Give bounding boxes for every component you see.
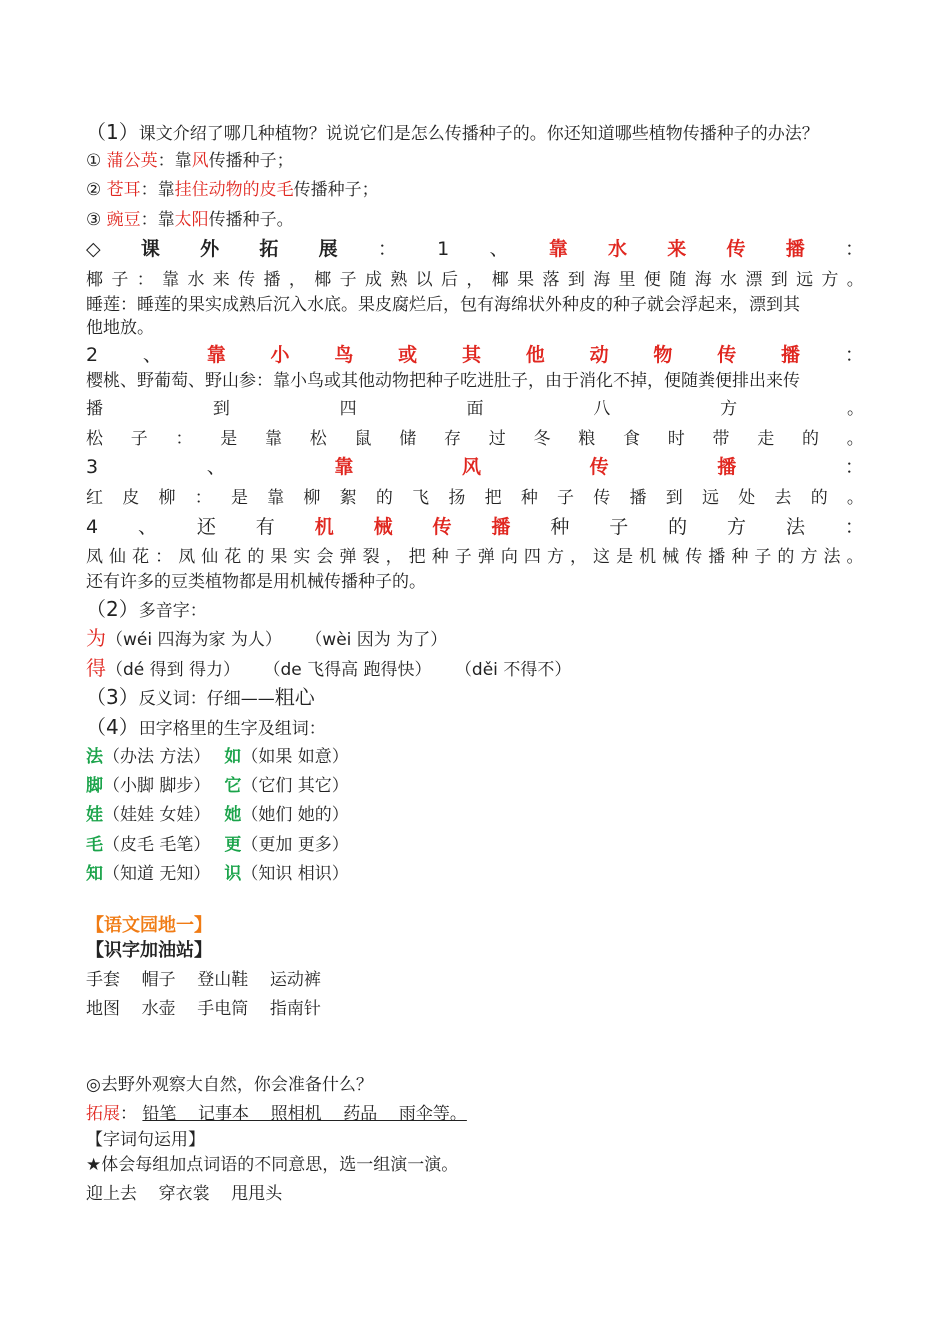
spread-char: 的	[375, 488, 393, 508]
spread-char: 弹	[339, 547, 357, 567]
question-text: ◎去野外观察大自然，你会准备什么？	[86, 1075, 373, 1095]
answer: 粗心	[274, 685, 315, 709]
item-text: 传播种子；	[208, 151, 294, 171]
spread-char: 漂	[745, 270, 763, 290]
heading-char: 播	[785, 238, 805, 260]
new-char: 毛	[86, 835, 103, 855]
spread-char: 远	[701, 488, 719, 508]
spread-char: 械	[662, 547, 680, 567]
spread-char: 传	[432, 516, 452, 538]
words: （皮毛 毛笔）	[103, 835, 211, 855]
spread-char: 有	[255, 516, 275, 538]
words: （wèi 因为 为了）	[305, 630, 448, 650]
spread-char: 红	[86, 488, 103, 508]
question-text: 多音字：	[138, 601, 207, 621]
polyphone-de	[86, 656, 571, 682]
words: 四海为家 为人）	[157, 630, 282, 650]
colon: ：	[120, 1104, 137, 1124]
pine-line	[86, 427, 864, 451]
words: （更加 更多）	[241, 835, 349, 855]
spread-char: 播	[263, 270, 281, 290]
spread-char: 他	[525, 344, 545, 366]
spread-char: 。	[846, 429, 864, 449]
spread-char: 播	[629, 488, 647, 508]
new-char: 法	[86, 747, 103, 767]
spread-char: 子	[609, 516, 629, 538]
spread-char: 法	[823, 547, 841, 567]
spread-char: 仙	[109, 547, 127, 567]
spread-char: 靠	[334, 456, 354, 478]
spread-char: 来	[212, 270, 230, 290]
new-char: 她	[224, 805, 242, 825]
heading-char: 外	[200, 238, 220, 260]
task-text: ★体会每组加点词语的不同意思，选一组演一演。	[86, 1155, 459, 1175]
spread-char: 去	[774, 488, 792, 508]
char-row	[86, 803, 349, 827]
heading-char: 、	[489, 238, 509, 260]
words: （知识 相识）	[241, 864, 349, 884]
item-text: ：靠	[140, 180, 175, 200]
spread-char: 的	[802, 429, 819, 449]
spread-char: 子	[754, 547, 772, 567]
word-list: 手套 帽子 登山鞋 运动裤	[86, 970, 321, 990]
words: （办法 方法）	[103, 747, 211, 767]
spread-char: 3	[86, 456, 99, 478]
spread-char: 果	[270, 547, 288, 567]
heading-char: 来	[667, 238, 687, 260]
section-title: 【语文园地一】	[86, 915, 212, 936]
spread-char: 裂	[362, 547, 380, 567]
spread-char: 花	[132, 547, 150, 567]
coconut-line	[86, 268, 864, 292]
spread-char: 的	[810, 488, 828, 508]
spread-char: 海	[694, 270, 712, 290]
spread-char: 的	[247, 547, 265, 567]
heading-char: 拓	[259, 238, 279, 260]
spread-char: 风	[462, 456, 482, 478]
heading-char: 靠	[548, 238, 568, 260]
spread-char: 传	[717, 344, 737, 366]
words: （小脚 脚步）	[103, 776, 211, 796]
spread-char: 椰	[491, 270, 509, 290]
pinyin: （dé	[106, 660, 145, 680]
spread-char: 柳	[303, 488, 321, 508]
spread-char: 子	[130, 429, 148, 449]
item-text: ：靠	[140, 210, 175, 230]
spread-char: 4	[86, 516, 99, 538]
new-char: 它	[224, 776, 242, 796]
spread-char: 鼠	[354, 429, 372, 449]
spread-char: 水	[719, 270, 737, 290]
spread-char: ：	[136, 270, 154, 290]
spread-char: 播	[781, 344, 801, 366]
spread-char: 弹	[477, 547, 495, 567]
spread-char: 机	[639, 547, 657, 567]
spread-char: 飞	[412, 488, 430, 508]
heading-char: ：	[377, 238, 397, 260]
spread-char: 皮	[122, 488, 140, 508]
item-mark: ②	[86, 180, 102, 200]
spread-char: 2	[86, 344, 99, 366]
spread-char: 传	[593, 488, 611, 508]
beans-line: 还有许多的豆类植物都是用机械传播种子的。	[86, 572, 426, 592]
spread-char: 、	[206, 456, 226, 478]
spread-char: ：	[844, 344, 864, 366]
heading-char: 水	[607, 238, 627, 260]
cherry-line: 樱桃、野葡萄、野山参：靠小鸟或其他动物把种子吃进肚子，由于消化不掉，便随粪便排出来传	[86, 371, 800, 391]
plant-name: 豌豆	[106, 210, 141, 230]
char-row	[86, 774, 349, 798]
spread-char: 是	[616, 547, 634, 567]
spread-char: 花	[224, 547, 242, 567]
spread-char: 松	[86, 429, 103, 449]
spread-char: ，	[288, 270, 306, 290]
spread-char: 面	[466, 399, 484, 419]
spread-char: ：	[844, 516, 864, 538]
spread-char: 小	[270, 344, 290, 366]
spread-char: 机	[314, 516, 334, 538]
item-mark: ③	[86, 210, 102, 230]
spread-char: 食	[623, 429, 640, 449]
spread-char: 处	[738, 488, 756, 508]
spread-char: 会	[316, 547, 334, 567]
words: （如果 如意）	[241, 747, 349, 767]
spread-char: 后	[441, 270, 459, 290]
question-3	[86, 685, 315, 711]
polyphone-wei	[86, 626, 447, 652]
spread-char: 冬	[533, 429, 551, 449]
spread-char: 。	[846, 547, 864, 567]
spread-char: 播	[491, 516, 511, 538]
char-row	[86, 862, 349, 886]
spread-char: 鸟	[334, 344, 354, 366]
balsam-line	[86, 545, 864, 569]
spread-char: 把	[408, 547, 426, 567]
spread-char: 远	[796, 270, 814, 290]
plant-name: 苍耳	[106, 180, 141, 200]
spread-char: 到	[567, 270, 585, 290]
spread-char: 落	[542, 270, 560, 290]
spread-char: 靠	[206, 344, 226, 366]
spread-char: 传	[238, 270, 256, 290]
spread-char: 熟	[390, 270, 408, 290]
word-list: 地图 水壶 手电筒 指南针	[86, 999, 321, 1019]
answer-item	[86, 178, 379, 202]
spread-char: 四	[339, 399, 357, 419]
spread-char: 带	[712, 429, 730, 449]
spread-char: 到	[665, 488, 683, 508]
spread-char: 还	[196, 516, 216, 538]
spread-char: ：	[155, 547, 173, 567]
char-row	[86, 833, 349, 857]
new-char: 如	[224, 747, 242, 767]
spread-char: 凤	[178, 547, 196, 567]
willow-line	[86, 486, 864, 510]
spread-char: 柳	[158, 488, 176, 508]
question-text: 田字格里的生字及组词：	[138, 719, 326, 739]
spread-char: 实	[293, 547, 311, 567]
answer: 铅笔 记事本 照相机 药品 雨伞等。	[142, 1104, 467, 1124]
spread-char: 椰	[314, 270, 332, 290]
spread-char: 或	[398, 344, 418, 366]
question-number: （1）	[86, 120, 139, 144]
spread-char: 时	[667, 429, 685, 449]
spread-char: 存	[444, 429, 461, 449]
question-text: 课文介绍了哪几种植物？说说它们是怎么传播种子的。你还知道哪些植物传播种子的办法？	[138, 124, 819, 144]
words: （它们 其它）	[241, 776, 349, 796]
spread-char: ，	[466, 270, 484, 290]
spread-char: 椰	[86, 270, 103, 290]
item-mark: ①	[86, 151, 102, 171]
words: （de 飞得高 跑得快）	[263, 660, 432, 680]
spread-char: 方	[546, 547, 564, 567]
spread-char: 成	[364, 270, 382, 290]
cherry-line-2	[86, 397, 864, 421]
answer-item	[86, 149, 294, 173]
spread-char: 这	[593, 547, 611, 567]
spread-char: 靠	[265, 429, 282, 449]
spread-char: ：	[194, 488, 212, 508]
heading-char: 1	[437, 238, 450, 260]
spread-char: 、	[142, 344, 162, 366]
spread-char: 的	[777, 547, 795, 567]
spread-char: 、	[137, 516, 157, 538]
section-subtitle: 【识字加油站】	[86, 940, 212, 961]
new-char: 识	[224, 864, 242, 884]
question-4	[86, 715, 326, 741]
spread-char: 水	[187, 270, 205, 290]
question-number: （2）	[86, 597, 139, 621]
spread-char: ：	[844, 456, 864, 478]
spread-char: 播	[708, 547, 726, 567]
spread-char: 传	[685, 547, 703, 567]
plant-name: 蒲公英	[106, 151, 158, 171]
new-char: 娃	[86, 805, 103, 825]
words: （děi 不得不）	[454, 660, 572, 680]
question-text: 反义词：仔细——	[138, 689, 275, 709]
spread-char: 械	[373, 516, 393, 538]
spread-char: 子	[339, 270, 357, 290]
word-list: 迎上去 穿衣裳 甩甩头	[86, 1184, 283, 1204]
lotus-line: 睡莲：睡莲的果实成熟后沉入水底。果皮腐烂后，包有海绵状外种皮的种子就会浮起来，漂到其	[86, 295, 800, 315]
spread-char: 种	[431, 547, 449, 567]
words: （娃娃 女娃）	[103, 805, 211, 825]
spread-char: 把	[484, 488, 502, 508]
heading-char: 传	[726, 238, 746, 260]
question-2	[86, 597, 207, 623]
extension-heading	[86, 237, 864, 261]
extension-answer	[86, 1102, 467, 1126]
lotus-line-2: 他地放。	[86, 318, 154, 338]
section-subtitle: 【字词句运用】	[86, 1130, 205, 1150]
spread-char: 便	[643, 270, 661, 290]
answer-item	[86, 208, 294, 232]
spread-char: 扬	[448, 488, 466, 508]
spread-char: 四	[523, 547, 541, 567]
spread-char: 物	[653, 344, 673, 366]
spread-char: 随	[669, 270, 687, 290]
spread-char: 子	[111, 270, 129, 290]
spread-char: 。	[846, 399, 864, 419]
spread-char: 方	[720, 399, 738, 419]
spread-char: 播	[86, 399, 103, 419]
spread-char: 走	[757, 429, 775, 449]
spread-char: 粮	[578, 429, 596, 449]
spread-char: 种	[731, 547, 749, 567]
spread-char: 种	[550, 516, 570, 538]
spread-char: 八	[593, 399, 611, 419]
spread-char: ，	[569, 547, 587, 567]
item-text: 传播种子；	[293, 180, 379, 200]
pinyin: （wéi	[106, 630, 153, 650]
item-text: 传播种子。	[208, 210, 294, 230]
spread-char: 播	[717, 456, 737, 478]
spread-char: 子	[454, 547, 472, 567]
item-text: ：靠	[157, 151, 192, 171]
spread-char: 方	[821, 270, 839, 290]
words: （知道 无知）	[103, 864, 211, 884]
spread-char: 法	[785, 516, 805, 538]
spread-char: 到	[770, 270, 788, 290]
spread-char: 储	[399, 429, 417, 449]
spread-char: 果	[517, 270, 535, 290]
spread-char: 凤	[86, 547, 103, 567]
new-char: 知	[86, 864, 103, 884]
spread-char: ，	[385, 547, 403, 567]
spread-char: 松	[309, 429, 327, 449]
new-char: 更	[224, 835, 242, 855]
question-1	[86, 120, 819, 146]
polyphone-char: 为	[86, 626, 106, 650]
words: 得到 得力）	[149, 660, 241, 680]
words: （她们 她的）	[241, 805, 349, 825]
spread-char: 向	[500, 547, 518, 567]
heading-2	[86, 343, 864, 367]
key-word: 太阳	[174, 210, 209, 230]
spread-char: 是	[230, 488, 248, 508]
extension-label: 拓展	[86, 1104, 120, 1124]
key-word: 挂住动物的皮毛	[174, 180, 294, 200]
spread-char: 种	[520, 488, 538, 508]
spread-char: 。	[846, 270, 864, 290]
spread-char: 以	[415, 270, 433, 290]
spread-char: 方	[727, 516, 747, 538]
heading-char: ：	[844, 238, 864, 260]
heading-3	[86, 455, 864, 479]
char-row	[86, 745, 349, 769]
spread-char: 方	[800, 547, 818, 567]
spread-char: 靠	[162, 270, 180, 290]
spread-char: 仙	[201, 547, 219, 567]
spread-char: 传	[589, 456, 609, 478]
spread-char: 海	[593, 270, 611, 290]
spread-char: 子	[557, 488, 575, 508]
spread-char: 絮	[339, 488, 357, 508]
spread-char: 的	[668, 516, 688, 538]
spread-char: ：	[175, 429, 193, 449]
question-number: （4）	[86, 715, 139, 739]
spread-char: 。	[846, 488, 864, 508]
heading-4	[86, 515, 864, 539]
new-char: 脚	[86, 776, 103, 796]
spread-char: 里	[618, 270, 636, 290]
question-number: （3）	[86, 685, 139, 709]
heading-char: ◇	[86, 238, 101, 260]
heading-char: 课	[140, 238, 160, 260]
key-word: 风	[191, 151, 209, 171]
heading-char: 展	[318, 238, 338, 260]
spread-char: 靠	[267, 488, 285, 508]
spread-char: 到	[212, 399, 230, 419]
spread-char: 是	[220, 429, 238, 449]
polyphone-char: 得	[86, 656, 106, 680]
spread-char: 其	[461, 344, 481, 366]
spread-char: 动	[589, 344, 609, 366]
spread-char: 过	[488, 429, 506, 449]
